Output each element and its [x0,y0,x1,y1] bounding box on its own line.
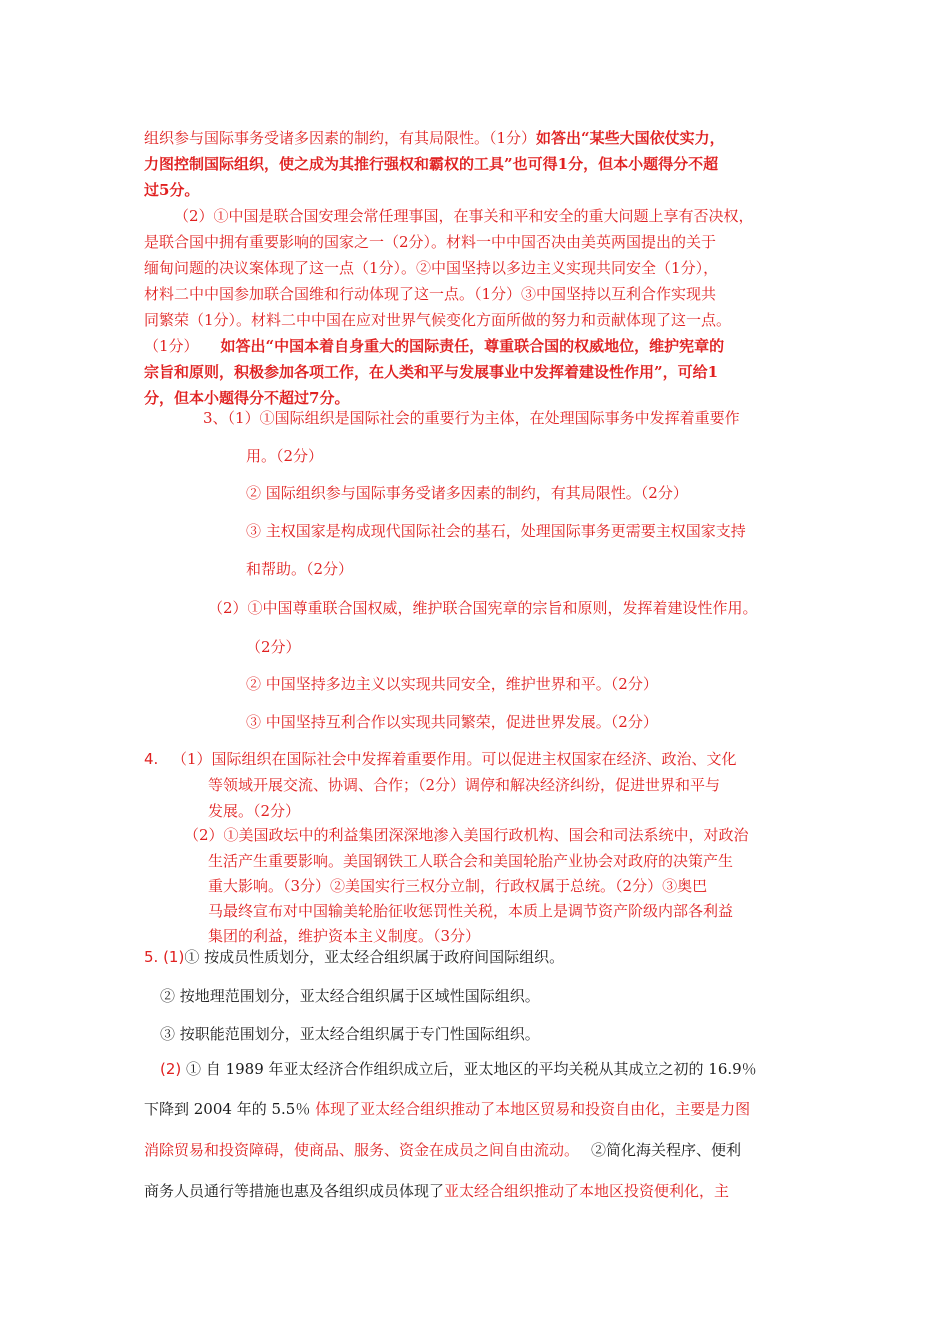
q4-line: 生活产生重要影响。美国钢铁工人联合会和美国轮胎产业协会对政府的决策产生 [208,852,734,870]
q5-text: 下降到 2004 年的 5.5％ [144,1100,311,1118]
answer-note-bold: 力图控制国际组织，使之成为其推行强权和霸权的工具”也可得1分，但本小题得分不超 [144,155,719,173]
q5-line [144,946,564,968]
q4-line: 集团的利益，维护资本主义制度。（3分） [208,927,481,945]
q5-number: (2) [160,1060,182,1078]
answer-line: 材料二中中国参加联合国维和行动体现了这一点。（1分）③中国坚持以互利合作实现共 [144,285,717,303]
q5-text-highlight: 体现了亚太经合组织推动了本地区贸易和投资自由化，主要是力图 [315,1100,751,1118]
answer-line: 缅甸问题的决议案体现了这一点（1分）。②中国坚持以多边主义实现共同安全（1分）， [144,259,719,277]
q3-line: 和帮助。（2分） [246,560,354,578]
q3-line: ② 中国坚持多边主义以实现共同安全，维护世界和平。（2分） [246,675,658,693]
answer-line: 是联合国中拥有重要影响的国家之一（2分）。材料一中中国否决由美英两国提出的关于 [144,233,717,251]
q4-line: 等领域开展交流、协调、合作；（2分）调停和解决经济纠纷，促进世界和平与 [208,776,721,794]
q5-line [160,1058,757,1080]
q3-line: （2分） [246,638,301,656]
q4-line: 重大影响。（3分）②美国实行三权分立制，行政权属于总统。（2分）③奥巴 [208,877,708,895]
q5-text: ① 自 1989 年亚太经济合作组织成立后，亚太地区的平均关税从其成立之初的 16.9％ [186,1060,757,1078]
answer-line [144,335,724,357]
answer-note-bold: 如答出“中国本着自身重大的国际责任，尊重联合国的权威地位，维护宪章的 [220,337,725,355]
q5-text: ① 按成员性质划分，亚太经合组织属于政府间国际组织。 [184,948,565,966]
q5-number: 5. (1) [144,948,185,966]
q5-text: ②简化海关程序、便利 [591,1141,742,1159]
q3-line: 3、（1）①国际组织是国际社会的重要行为主体，在处理国际事务中发挥着重要作 [203,409,740,427]
q4-line: （1）国际组织在国际社会中发挥着重要作用。可以促进主权国家在经济、政治、文化 [172,750,737,768]
q4-number: 4. [144,750,159,768]
q3-line: （2）①中国尊重联合国权威，维护联合国宪章的宗旨和原则，发挥着建设性作用。 [208,599,758,617]
q5-line [144,1139,741,1161]
q3-line: ③ 主权国家是构成现代国际社会的基石，处理国际事务更需要主权国家支持 [246,522,746,540]
answer-line [144,127,725,149]
answer-text: 组织参与国际事务受诸多因素的制约，有其局限性。（1分） [144,129,537,147]
answer-note-bold: 如答出“某些大国依仗实力， [536,129,725,147]
q3-line: 用。（2分） [246,447,324,465]
q5-text-highlight: 消除贸易和投资障碍，使商品、服务、资金在成员之间自由流动。 [144,1141,580,1159]
answer-note-bold: 宗旨和原则，积极参加各项工作，在人类和平与发展事业中发挥着建设性作用”，可给1 [144,363,719,381]
q5-text-highlight: 亚太经合组织推动了本地区投资便利化，主 [444,1182,730,1200]
q4-line: 马最终宣布对中国输美轮胎征收惩罚性关税，本质上是调节资产阶级内部各利益 [208,902,734,920]
q5-line: ② 按地理范围划分，亚太经合组织属于区域性国际组织。 [160,987,540,1005]
answer-line: （2）①中国是联合国安理会常任理事国，在事关和平和安全的重大问题上享有否决权， [174,207,754,225]
q5-line: ③ 按职能范围划分，亚太经合组织属于专门性国际组织。 [160,1025,540,1043]
answer-line: 同繁荣（1分）。材料二中中国在应对世界气候变化方面所做的努力和贡献体现了这一点。 [144,311,732,329]
answer-note-bold: 分，但本小题得分不超过7分。 [144,389,350,407]
q5-line [144,1098,750,1120]
answer-note-bold: 过5分。 [144,181,200,199]
q3-line: ③ 中国坚持互利合作以实现共同繁荣，促进世界发展。（2分） [246,713,658,731]
answer-text: （1分） [144,337,199,355]
q3-line: ② 国际组织参与国际事务受诸多因素的制约，有其局限性。（2分） [246,484,688,502]
q4-line: （2）①美国政坛中的利益集团深深地渗入美国行政机构、国会和司法系统中，对政治 [184,826,749,844]
q4-line: 发展。（2分） [208,802,301,820]
q5-text: 商务人员通行等措施也惠及各组织成员体现了 [144,1182,445,1200]
q5-line [144,1180,729,1202]
